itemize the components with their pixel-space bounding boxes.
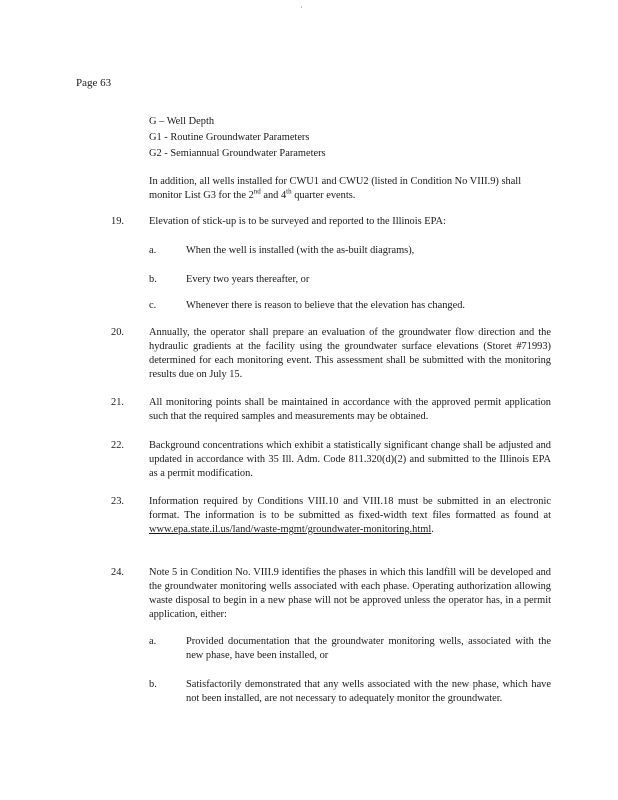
item-text: All monitoring points shall be maintained in accordance with the approved permit application such that the required samples and measurements may be obtained. bbox=[149, 397, 551, 422]
item-number: 19. bbox=[111, 216, 124, 227]
item-text: Background concentrations which exhibit a statistically significant change shall be adjusted and updated in accordance with 35 Ill. Adm. Code 811.320(d)(2) and submitted to the Illinois EPA as a permit modification. bbox=[149, 440, 551, 479]
addition-paragraph: In addition, all wells installed for CWU1 and CWU2 (listed in Condition No VIII.9) shall monitor List G3 for the 2nd and 4th quarter events. bbox=[149, 176, 522, 201]
groundwater-monitoring-link[interactable]: www.epa.state.il.us/land/waste-mgmt/groundwater-monitoring.html bbox=[149, 524, 432, 535]
sub-item-text: Every two years thereafter, or bbox=[186, 274, 310, 285]
item-number: 24. bbox=[111, 567, 124, 578]
item-number: 20. bbox=[111, 327, 124, 338]
item-number: 22. bbox=[111, 440, 124, 451]
page-number: Page 63 bbox=[76, 77, 112, 89]
sub-item-letter: a. bbox=[149, 636, 157, 647]
code-line-g2: G2 - Semiannual Groundwater Parameters bbox=[149, 148, 326, 159]
sub-item-letter: a. bbox=[149, 245, 157, 256]
parameter-code-list bbox=[149, 114, 529, 162]
sub-item-text: Whenever there is reason to believe that the elevation has changed. bbox=[186, 300, 465, 311]
sub-item-text: When the well is installed (with the as-built diagrams), bbox=[186, 245, 415, 256]
code-line-g: G – Well Depth bbox=[149, 116, 215, 127]
item-text: Annually, the operator shall prepare an evaluation of the groundwater flow direction and the hydraulic gradients at the facility using the groundwater surface elevations (Storet #71993) determined for each monitoring event. This assessment shall be submitted with the monitoring results due on July 15. bbox=[149, 327, 551, 380]
sub-item-letter: b. bbox=[149, 679, 157, 690]
sub-item-letter: b. bbox=[149, 274, 157, 285]
page-top-mark: · bbox=[300, 3, 303, 12]
item-number: 23. bbox=[111, 496, 124, 507]
item-number: 21. bbox=[111, 397, 124, 408]
code-line-g1: G1 - Routine Groundwater Parameters bbox=[149, 132, 310, 143]
sub-item-text: Satisfactorily demonstrated that any wells associated with the new phase, which have not been installed, are not necessary to adequately monitor the groundwater. bbox=[186, 679, 551, 704]
sub-item-text: Provided documentation that the groundwater monitoring wells, associated with the new phase, have been installed, or bbox=[186, 636, 551, 661]
item-text: Information required by Conditions VIII.10 and VIII.18 must be submitted in an electronic format. The information is to be submitted as fixed-width text files formatted as found at www.epa.state.il.us/land/waste-mgmt/groundwater-monitoring.html. bbox=[149, 496, 551, 535]
sub-item-letter: c. bbox=[149, 300, 157, 311]
item-text: Elevation of stick-up is to be surveyed and reported to the Illinois EPA: bbox=[149, 216, 446, 227]
item-text: Note 5 in Condition No. VIII.9 identifies the phases in which this landfill will be developed and the groundwater monitoring wells associated with each phase. Operating authorization allowing waste disposal to begin in a new phase will not be approved unless the operator has, in a permit application, either: bbox=[149, 567, 551, 620]
